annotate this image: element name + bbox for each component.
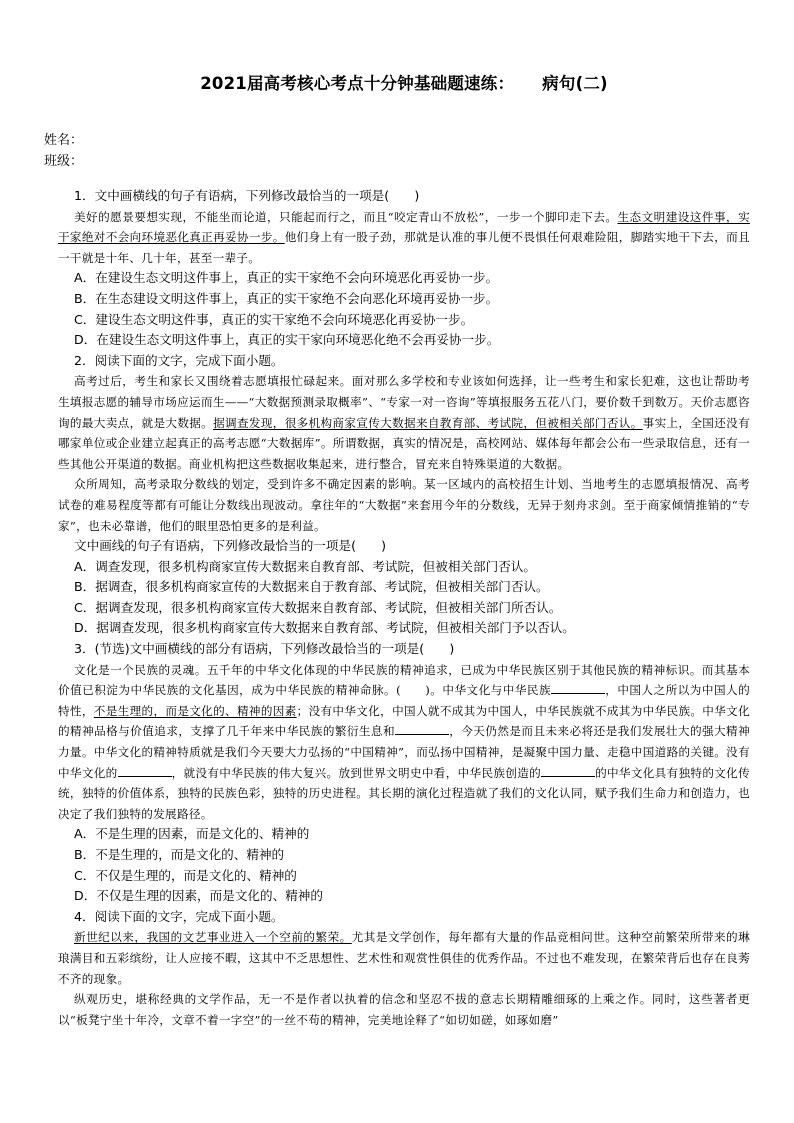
class-label: 班级： — [44, 154, 84, 169]
q2-passage-1: 高考过后，考生和家长又围绕着志愿填报忙碌起来。面对那么多学校和专业该如何选择，让一些考生和家长犯难，这也让帮助考生填报志愿的辅导市场应运而生——“大数据预测录取概率”、“专家一对一咨询”等填报服务五花八门，要价数千到数万。天价志愿咨询的最大卖点，就是大数据。据调查发现，很多机构商家宣传大数据来自教育部、考试院，但被相关部门否认。事实上，全国还没有哪家单位或企业建立起真正的高考志愿“大数据库”。所谓数据，真实的情况是，高校网站、媒体每年都会公布一些录取信息，还有一些其他公开渠道的数据。商业机构把这些数据收集起来，进行整合，冒充来自特殊渠道的大数据。 — [58, 374, 750, 471]
name-label: 姓名： — [44, 133, 84, 148]
document-page — [44, 70, 750, 1030]
q2-underlined-sentence: 据调查发现，很多机构商家宣传大数据来自教育部、考试院，但被相关部门否认。 — [213, 415, 643, 430]
page-title — [58, 70, 750, 94]
q3-option-a: A．不是生理的因素，而是文化的、精神的 — [74, 826, 310, 842]
title-topic: 病句(二) — [542, 74, 608, 93]
q1-passage: 美好的愿景要想实现，不能坐而论道，只能起而行之，而且“咬定青山不放松”，一步一个脚印走下去。生态文明建设这件事，实干家绝对不会向环境恶化真正再妥协一步。他们身上有一股子劲，那就是认准的事儿便不畏惧任何艰难险阻，脚踏实地干下去，而且一干就是十年、几十年，甚至一辈子。 — [58, 209, 750, 265]
q2-option-d: D．据调查发现，很多机构商家宣传大数据来自教育部、考试院，但被相关部门予以否认。 — [74, 620, 575, 636]
q1-option-d: D．在建设生态文明这件事上，真正的实干家向环境恶化绝不会再妥协一步。 — [74, 332, 500, 348]
q1-stem: 1．文中画横线的句子有语病，下列修改最恰当的一项是( ) — [74, 188, 420, 203]
q1-option-a: A．在建设生态文明这件事上，真正的实干家绝不会向环境恶化再妥协一步。 — [74, 270, 499, 286]
q3-underlined-phrase: 不是生理的，而是文化的、精神的因素 — [93, 703, 297, 718]
fill-blank — [551, 681, 605, 694]
q4-underlined-sentence: 新世纪以来，我国的文艺事业进入一个空前的繁荣。 — [74, 930, 352, 945]
q2-option-a: A．调查发现，很多机构商家宣传大数据来自教育部、考试院，但被相关部门否认。 — [74, 558, 536, 574]
q3-stem: 3．(节选)文中画横线的部分有语病，下列修改最恰当的一项是( ) — [74, 641, 455, 657]
q1-option-b: B．在生态建设文明这件事上，真正的实干家绝不会向恶化环境再妥协一步。 — [74, 290, 499, 306]
q4-stem: 4．阅读下面的文字，完成下面小题。 — [74, 908, 284, 924]
q1-underlined-sentence: 生态文明建设这件事，实干家绝对不会向环境恶化真正再妥协一步。 — [58, 209, 750, 245]
q2-sub-stem: 文中画线的句子有语病，下列修改最恰当的一项是( ) — [74, 538, 387, 554]
title-main: 2021届高考核心考点十分钟基础题速练： — [200, 74, 515, 93]
q2-option-b: B．据调查，很多机构商家宣传的大数据来自于教育部、考试院，但被相关部门否认。 — [74, 579, 549, 595]
q3-passage: 文化是一个民族的灵魂。五千年的中华文化体现的中华民族的精神追求，已成为中华民族区别于其他民族的精神标识。而其基本价值已积淀为中华民族的文化基因，成为中华民族的精神命脉。( )。中华文化与中华民族 ，中国人之所以为中国人的特性，不是生理的，而是文化的、精神的因素；没有中华文化，中国人就不成其为中国人，中华民族就不成其为中华民族。中华文化的精神品格与价值追求，支撑了几千年来中华民族的繁衍生息和 ，今天仍然是而且未来必将还是我们发展壮大的强大精神力量。中华文化的精神特质就是我们今天要大力弘扬的“中国精神”，而弘扬中国精神，是凝聚中国力量、走稳中国道路的关键。没有中华文化的 ，就没有中华民族的伟大复兴。放到世界文明史中看，中华民族创造的 的中华文化具有独特的文化传统，独特的价值体系，独特的民族色彩，独特的历史进程。其长期的演化过程造就了我们的文化认同，赋予我们生命力和创造力，也决定了我们独特的发展路径。 — [58, 662, 750, 821]
fill-blank — [395, 722, 449, 735]
q3-option-d: D．不仅是生理的因素，而是文化的、精神的 — [74, 888, 323, 904]
q4-passage-1: 新世纪以来，我国的文艺事业进入一个空前的繁荣。尤其是文学创作，每年都有大量的作品竞相问世。这种空前繁荣所带来的琳琅满目和五彩缤纷，让人应接不暇，这其中不乏思想性、艺术性和观赏性俱佳的优秀作品。不过也不难发现，在繁荣背后也存在良莠不齐的现象。 — [58, 930, 750, 986]
fill-blank — [118, 764, 172, 777]
q2-stem: 2．阅读下面的文字，完成下面小题。 — [74, 352, 284, 368]
q3-option-c: C．不仅是生理的，而是文化的、精神的 — [74, 867, 297, 883]
fill-blank — [541, 764, 595, 777]
q4-passage-2: 纵观历史，堪称经典的文学作品，无一不是作者以执着的信念和坚忍不拔的意志长期精雕细琢的上乘之作。同时，这些著者更以“板凳宁坐十年冷，文章不着一字空”的一丝不苟的精神，完美地诠释了“如切如磋，如琢如磨” — [58, 992, 750, 1027]
student-info — [44, 130, 750, 172]
q2-option-c: C．据调查发现，很多机构商家宣传大数据来自教育部、考试院，但被相关部门所否认。 — [74, 599, 562, 615]
q3-option-b: B．不是生理的，而是文化的、精神的 — [74, 847, 285, 862]
q2-passage-2: 众所周知，高考录取分数线的划定，受到许多不确定因素的影响。某一区域内的高校招生计划、当地考生的志愿填报情况、高考试卷的难易程度等都有可能让分数线出现波动。拿往年的“大数据”来套用今年的分数线，无异于刻舟求剑。至于商家倾情推销的“专家”，也未必靠谱，他们的眼里恐怕更多的是利益。 — [58, 477, 750, 533]
q1-option-c: C．建设生态文明这件事，真正的实干家绝不会向环境恶化再妥协一步。 — [74, 311, 474, 327]
